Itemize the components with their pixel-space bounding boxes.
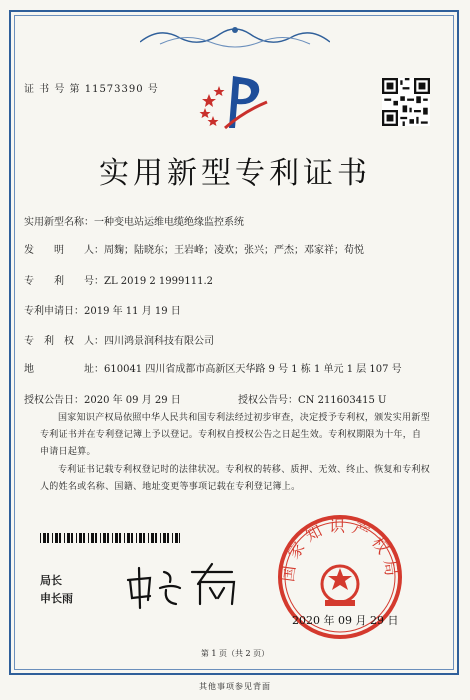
field-label: 专利申请日： [24, 306, 84, 317]
utility-model-name [24, 213, 244, 228]
patentee [24, 332, 214, 347]
field-label: 专 利 权 人： [24, 336, 104, 347]
field-value: 2020 年 09 月 29 日 [84, 395, 181, 406]
patent-number [24, 272, 213, 287]
page-number: 第 1 页（共 2 页） [200, 649, 270, 658]
field-value: 610041 四川省成都市高新区天华路 9 号 1 栋 1 单元 1 层 107 号 [104, 364, 402, 375]
field-label: 授权公告号： [238, 395, 298, 406]
legal-status-statement: 专利证书记载专利权登记时的法律状况。专利权的转移、质押、无效、终止、恢复和专利权人的姓名或名称、国籍、地址变更等事项记载在专利登记簿上。 [40, 465, 431, 492]
footer-note: 其他事项参见背面 [199, 682, 271, 691]
cnipa-logo [195, 72, 275, 132]
field-label: 实用新型名称： [24, 217, 94, 228]
field-value: 2019 年 11 月 19 日 [84, 306, 181, 317]
document-title: 实用新型专利证书 [99, 156, 371, 191]
field-label: 授权公告日： [24, 395, 84, 406]
field-value: 四川鸿景润科技有限公司 [104, 336, 214, 347]
field-value: ZL 2019 2 1999111.2 [104, 276, 214, 287]
seal-text: 国家知识产权局 [278, 516, 402, 583]
field-label: 专 利 号： [24, 276, 104, 287]
seal-date: 2020 年 09 月 29 日 [292, 614, 399, 627]
top-ornament [140, 22, 330, 48]
field-label: 地 址： [24, 364, 104, 375]
grant-number [238, 391, 386, 406]
handwritten-signature [120, 560, 250, 610]
field-value: 一种变电站运维电缆绝缘监控系统 [94, 217, 244, 228]
field-value: CN 211603415 U [298, 395, 387, 406]
filing-date [24, 302, 181, 317]
grant-statement: 国家知识产权局依照中华人民共和国专利法经过初步审查，决定授予专利权，颁发实用新型专利证书并在专利登记簿上予以登记。专利权自授权公告之日起生效。专利权期限为十年，自申请日起算。 [40, 413, 431, 457]
grant-date [24, 391, 181, 406]
address [24, 360, 402, 375]
certificate-number: 证 书 号 第 11573390 号 [24, 84, 159, 95]
barcode [40, 533, 180, 543]
qr-code [382, 78, 430, 126]
field-value: 周麴；陆晓东；王岩峰；凌欢；张兴；严杰；邓家祥；荀悦 [104, 245, 364, 256]
field-label: 发 明 人： [24, 245, 104, 256]
signer-name: 申长雨 [40, 592, 73, 605]
signer-title: 局长 [40, 574, 62, 587]
inventors [24, 241, 364, 256]
